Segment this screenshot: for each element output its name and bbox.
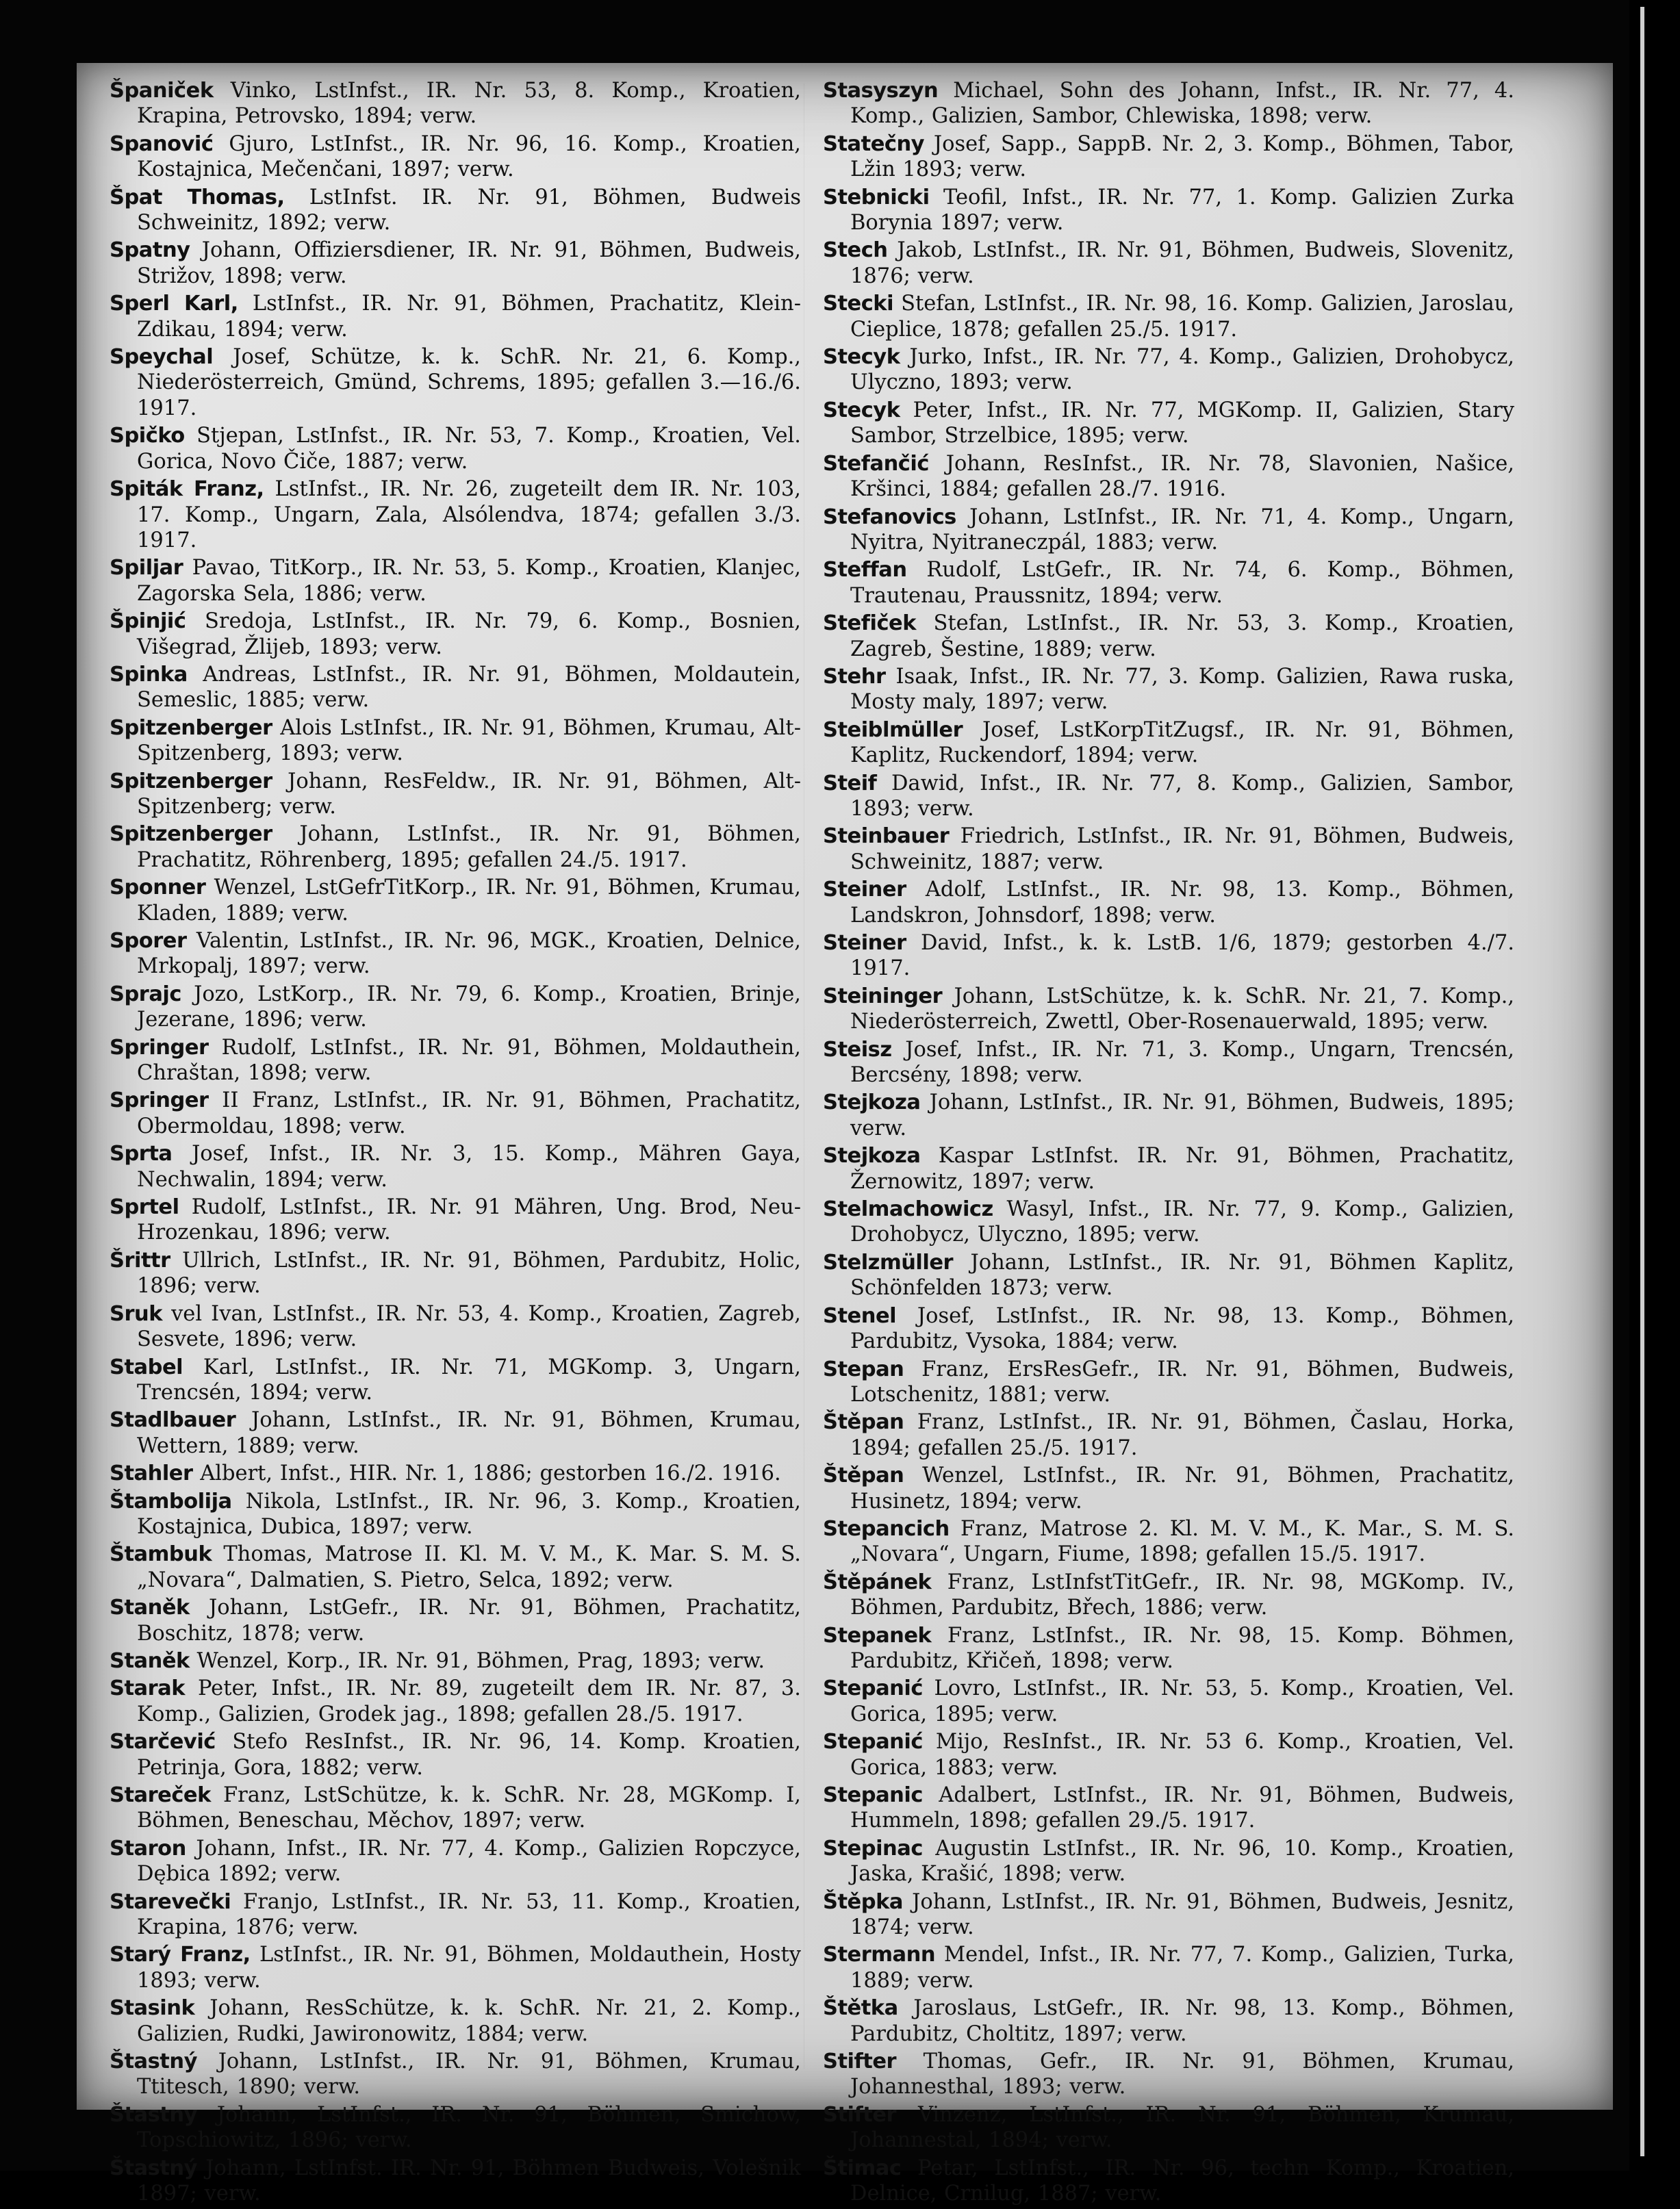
list-item [110,875,801,926]
entry-surname: Štimac [823,2156,902,2180]
list-item [110,662,801,713]
list-item [823,291,1514,342]
left-column [110,78,801,2209]
entry-details: Johann, Infst., IR. Nr. 77, 4. Komp., Galizien Ropczyce, Dębica 1892; verw. [137,1836,801,1887]
entry-surname: Stech [823,238,888,263]
list-item [823,823,1514,875]
entry-surname: Stecyk [823,398,900,422]
entry-surname: Staněk [110,1648,190,1673]
list-item [823,2102,1514,2154]
entry-surname: Speychal [110,345,214,370]
list-item [823,451,1514,502]
entry-details: Franz, ErsResGefr., IR. Nr. 91, Böhmen, Budweis, Lotschenitz, 1881; verw. [850,1357,1514,1407]
list-item [823,1942,1514,1993]
entry-surname: Stefančić [823,451,929,476]
list-item [823,1623,1514,1674]
entry-surname: Sprajc [110,982,181,1006]
entry-surname: Stepinac [823,1836,923,1861]
entry-details: Mendel, Infst., IR. Nr. 77, 7. Komp., Galizien, Turka, 1889; verw. [850,1943,1514,1993]
list-item [823,1357,1514,1408]
entry-surname: Sperl Karl, [110,292,238,316]
entry-details: Franz, LstInfst., IR. Nr. 91, Böhmen, Časlau, Horka, 1894; gefallen 25./5. 1917. [850,1410,1514,1460]
entry-surname: Steininger [823,984,943,1008]
entry-details: Johann, LstInfst., IR. Nr. 91, Böhmen, Smichow, Topschiowitz, 1896; verw. [137,2102,801,2153]
entry-details: Stjepan, LstInfst., IR. Nr. 53, 7. Komp., Kroatien, Vel. Gorica, Novo Čiče, 1887; verw. [137,424,801,474]
list-item [110,1648,801,1674]
list-item [110,2049,801,2100]
list-item [823,877,1514,928]
entry-surname: Stebnicki [823,185,930,209]
entry-details: Friedrich, LstInfst., IR. Nr. 91, Böhmen, Budweis, Schweinitz, 1887; verw. [850,824,1514,874]
entry-surname: Steinbauer [823,824,950,849]
entry-details: Sredoja, LstInfst., IR. Nr. 79, 6. Komp., Bosnien, Višegrad, Žlijeb, 1893; verw. [137,609,801,659]
entry-details: Jakob, LstInfst., IR. Nr. 91, Böhmen, Budweis, Slovenitz, 1876; verw. [850,238,1514,288]
entry-surname: Stefanovics [823,505,956,529]
entry-details: Stefan, LstInfst., IR. Nr. 98, 16. Komp. Galizien, Jaroslau, Cieplice, 1878; gefallen 25./5. 1917. [850,292,1514,342]
entry-details: Johann, Offiziersdiener, IR. Nr. 91, Böhmen, Budweis, Strižov, 1898; verw. [137,238,801,288]
entry-surname: Stermann [823,1943,936,1967]
list-item [110,1995,801,2047]
entry-surname: Stepanić [823,1676,923,1701]
list-item [110,821,801,873]
entry-surname: Štěpan [823,1410,904,1435]
list-item [110,1942,801,1993]
entry-surname: Starý Franz, [110,1943,251,1967]
list-item [110,1355,801,1406]
scan-right-edge [1629,0,1680,2171]
entry-surname: Steiner [823,878,906,902]
entry-details: Gjuro, LstInfst., IR. Nr. 96, 16. Komp., Kroatien, Kostajnica, Mečenčani, 1897; verw. [137,131,801,182]
entry-details: Rudolf, LstInfst., IR. Nr. 91, Böhmen, Moldauthein, Chraštan, 1898; verw. [137,1035,801,1086]
entry-details: Johann, LstInfst., IR. Nr. 71, 4. Komp., Ungarn, Nyitra, Nyitraneczpál, 1883; verw. [850,505,1514,554]
entry-details: Kaspar LstInfst. IR. Nr. 91, Böhmen, Prachatitz, Žernowitz, 1897; verw. [850,1144,1514,1194]
list-item [110,78,801,129]
list-item [110,1248,801,1299]
entry-details: Thomas, Gefr., IR. Nr. 91, Böhmen, Krumau, Johannesthal, 1893; verw. [850,2050,1514,2099]
right-column [823,78,1514,2209]
entry-surname: Stepancich [823,1516,950,1541]
list-item [110,1889,801,1941]
entry-surname: Spičko [110,424,185,448]
entry-details: David, Infst., k. k. LstB. 1/6, 1879; gestorben 4./7. 1917. [850,931,1514,981]
entry-surname: Spitzenberger [110,715,272,740]
entry-surname: Stejkoza [823,1090,921,1115]
list-item [110,2102,801,2154]
list-item [110,1461,801,1486]
entry-details: Peter, Infst., IR. Nr. 77, MGKomp. II, Galizien, Stary Sambor, Strzelbice, 1895; verw. [850,398,1514,448]
list-item [110,1195,801,1246]
entry-surname: Stecki [823,292,894,316]
entry-details: Adolf, LstInfst., IR. Nr. 98, 13. Komp., Böhmen, Landskron, Johnsdorf, 1898; verw. [850,878,1514,928]
list-item [110,609,801,660]
entry-surname: Stelmachowicz [823,1197,993,1222]
entry-surname: Stejkoza [823,1144,921,1169]
entry-surname: Stareček [110,1783,211,1807]
entry-details: LstInfst., IR. Nr. 91, Böhmen, Prachatitz, Klein-Zdikau, 1894; verw. [137,292,801,342]
entry-details: Johann, LstInfst. IR. Nr. 91, Böhmen Budweis, Volešnik 1897; verw. [137,2156,801,2206]
entry-surname: Stepanić [823,1730,923,1754]
entry-surname: Starak [110,1676,186,1701]
list-item [823,930,1514,982]
list-item [823,771,1514,822]
entry-details: Mijo, ResInfst., IR. Nr. 53 6. Komp., Kroatien, Vel. Gorica, 1883; verw. [850,1730,1514,1780]
list-item [110,928,801,980]
entry-details: Stefan, LstInfst., IR. Nr. 53, 3. Komp., Kroatien, Zagreb, Šestine, 1889; verw. [850,611,1514,661]
entry-surname: Steisz [823,1037,892,1062]
document-page [77,63,1613,2206]
list-item [110,1489,801,1540]
entry-details: Johann, LstGefr., IR. Nr. 91, Böhmen, Prachatitz, Boschitz, 1878; verw. [137,1596,801,1646]
entry-surname: Štěpka [823,1889,903,1914]
entry-details: Johann, LstInfst., IR. Nr. 91, Böhmen Kaplitz, Schönfelden 1873; verw. [850,1250,1514,1301]
entry-details: Josef, Infst., IR. Nr. 3, 15. Komp., Mähren Gaya, Nechwalin, 1894; verw. [137,1142,801,1192]
list-item [110,1141,801,1192]
list-item [823,1836,1514,1887]
entry-details: Michael, Sohn des Johann, Infst., IR. Nr. 77, 4. Komp., Galizien, Sambor, Chlewiska, 1898; verw. [850,79,1514,129]
entry-surname: Stepanek [823,1623,932,1648]
entry-surname: Stahler [110,1461,193,1486]
list-item [110,1729,801,1780]
entry-details: Johann, LstSchütze, k. k. SchR. Nr. 21, 7. Komp., Niederösterreich, Zwettl, Ober-Rosenauerwald, 1895; verw. [850,984,1514,1034]
entry-details: Josef, Infst., IR. Nr. 71, 3. Komp., Ungarn, Trencsén, Bercsény, 1898; verw. [850,1037,1514,1088]
entry-details: Franjo, LstInfst., IR. Nr. 53, 11. Komp., Kroatien, Krapina, 1876; verw. [137,1889,801,1940]
entry-surname: Spitzenberger [110,822,272,847]
entry-details: Josef, Schütze, k. k. SchR. Nr. 21, 6. Komp., Niederösterreich, Gmünd, Schrems, 1895; gefallen 3.—16./6. 1917. [137,345,801,420]
entry-surname: Španiček [110,79,214,103]
entry-surname: Springer [110,1088,209,1113]
list-item [823,664,1514,715]
entry-surname: Spanović [110,131,214,156]
list-item [823,1676,1514,1727]
entry-details: Dawid, Infst., IR. Nr. 77, 8. Komp., Galizien, Sambor, 1893; verw. [850,771,1514,821]
entry-details: Johann, LstInfst., IR. Nr. 91, Böhmen, Prachatitz, Röhrenberg, 1895; gefallen 24./5. 1917. [137,822,801,872]
entry-surname: Steif [823,771,877,795]
entry-surname: Spiljar [110,556,183,580]
entry-details: LstInfst. IR. Nr. 91, Böhmen, Budweis Schweinitz, 1892; verw. [137,185,801,235]
list-item [110,291,801,342]
entry-details: vel Ivan, LstInfst., IR. Nr. 53, 4. Komp., Kroatien, Zagreb, Sesvete, 1896; verw. [137,1301,801,1352]
entry-surname: Špat Thomas, [110,185,285,209]
entry-surname: Spiták Franz, [110,477,264,502]
list-item [110,476,801,553]
entry-surname: Statečny [823,131,925,156]
entry-surname: Stenel [823,1303,897,1328]
entry-details: Lovro, LstInfst., IR. Nr. 53, 5. Komp., Kroatien, Vel. Gorica, 1895; verw. [850,1676,1514,1726]
list-item [110,1676,801,1727]
entry-surname: Stasink [110,1996,195,2021]
entry-surname: Stadlbauer [110,1408,236,1433]
list-item [823,1143,1514,1195]
list-item [110,2156,801,2207]
entry-details: Jurko, Infst., IR. Nr. 77, 4. Komp., Galizien, Drohobycz, Ulyczno, 1893; verw. [850,345,1514,395]
entry-surname: Štambolija [110,1489,232,1514]
entry-surname: Stefiček [823,611,917,636]
list-item [823,344,1514,396]
list-item [823,1197,1514,1248]
entry-details: Rudolf, LstGefr., IR. Nr. 74, 6. Komp., Böhmen, Trautenau, Praussnitz, 1894; verw. [850,558,1514,608]
entry-details: Josef, Sapp., SappB. Nr. 2, 3. Komp., Böhmen, Tabor, Lžin 1893; verw. [850,131,1514,182]
entry-details: Johann, ResSchütze, k. k. SchR. Nr. 21, 2. Komp., Galizien, Rudki, Jawironowitz, 1884; verw. [137,1996,801,2046]
list-item [110,1783,801,1834]
entry-surname: Starčević [110,1730,216,1754]
entry-surname: Špinjić [110,609,186,634]
list-item [823,1516,1514,1568]
entry-details: Josef, LstInfst., IR. Nr. 98, 13. Komp., Böhmen, Pardubitz, Vysoka, 1884; verw. [850,1303,1514,1354]
entry-surname: Štastny [110,2102,197,2127]
entry-details: Johann, LstInfst., IR. Nr. 91, Böhmen, Budweis, 1895; verw. [850,1090,1514,1140]
list-item [823,2156,1514,2207]
entry-surname: Stecyk [823,345,900,370]
entry-details: Stefo ResInfst., IR. Nr. 96, 14. Komp. Kroatien, Petrinja, Gora, 1882; verw. [137,1730,801,1780]
entry-details: Alois LstInfst., IR. Nr. 91, Böhmen, Krumau, Alt-Spitzenberg, 1893; verw. [137,715,801,766]
entry-surname: Sruk [110,1301,163,1326]
list-item [823,505,1514,556]
list-item [823,717,1514,769]
entry-surname: Stasyszyn [823,79,939,103]
list-item [823,1463,1514,1514]
entry-surname: Stifter [823,2102,897,2127]
entry-surname: Steiblmüller [823,717,963,742]
entry-details: Augustin LstInfst., IR. Nr. 96, 10. Komp., Kroatien, Jaska, Krašić, 1898; verw. [850,1836,1514,1887]
entry-details: Franz, LstInfst., IR. Nr. 98, 15. Komp. Böhmen, Pardubitz, Křičeň, 1898; verw. [850,1623,1514,1673]
entry-details: II Franz, LstInfst., IR. Nr. 91, Böhmen, Prachatitz, Obermoldau, 1898; verw. [137,1088,801,1138]
entry-details: Rudolf, LstInfst., IR. Nr. 91 Mähren, Ung. Brod, Neu-Hrozenkau, 1896; verw. [137,1195,801,1245]
entry-details: Valentin, LstInfst., IR. Nr. 96, MGK., Kroatien, Delnice, Mrkopalj, 1897; verw. [137,929,801,979]
entry-details: Nikola, LstInfst., IR. Nr. 96, 3. Komp., Kroatien, Kostajnica, Dubica, 1897; verw. [137,1489,801,1539]
list-item [110,1595,801,1646]
entry-surname: Spitzenberger [110,769,272,793]
entry-details: Johann, ResInfst., IR. Nr. 78, Slavonien, Našice, Kršinci, 1884; gefallen 28./7. 1916. [850,451,1514,502]
list-item [110,982,801,1033]
entry-details: Pavao, TitKorp., IR. Nr. 53, 5. Komp., Kroatien, Klanjec, Zagorska Sela, 1886; verw. [137,556,801,606]
entry-surname: Steffan [823,558,907,583]
entry-details: Jaroslaus, LstGefr., IR. Nr. 98, 13. Komp., Böhmen, Pardubitz, Choltitz, 1897; verw. [850,1996,1514,2046]
entry-surname: Štětka [823,1996,898,2021]
list-item [823,1570,1514,1621]
entry-surname: Sprta [110,1142,173,1166]
entry-details: Albert, Infst., HIR. Nr. 1, 1886; gestorben 16./2. 1916. [192,1461,781,1486]
entry-surname: Stepan [823,1357,904,1381]
list-item [823,1995,1514,2047]
entry-details: Vinko, LstInfst., IR. Nr. 53, 8. Komp., Kroatien, Krapina, Petrovsko, 1894; verw. [137,79,801,129]
list-item [823,78,1514,129]
entry-details: LstInfst., IR. Nr. 26, zugeteilt dem IR. Nr. 103, 17. Komp., Ungarn, Zala, Alsólendva, 1874; gefallen 3./3. 1917. [137,477,801,552]
entry-details: Teofil, Infst., IR. Nr. 77, 1. Komp. Galizien Zurka Borynia 1897; verw. [850,185,1514,235]
list-item [823,1090,1514,1141]
entry-details: Petar, LstInfst., IR. Nr. 96, techn Komp., Kroatien, Delnice, Crnilug, 1887; verw. [850,2156,1514,2206]
entry-details: Franz, LstInfstTitGefr., IR. Nr. 98, MGKomp. IV., Böhmen, Pardubitz, Břech, 1886; verw. [850,1570,1514,1620]
entry-details: Wasyl, Infst., IR. Nr. 77, 9. Komp., Galizien, Drohobycz, Ulyczno, 1895; verw. [850,1197,1514,1247]
list-item [110,344,801,421]
entry-details: Johann, LstInfst., IR. Nr. 91, Böhmen, Budweis, Jesnitz, 1874; verw. [850,1889,1514,1940]
entry-details: Wenzel, LstInfst., IR. Nr. 91, Böhmen, Prachatitz, Husinetz, 1894; verw. [850,1464,1514,1514]
list-item [110,185,801,236]
list-item [823,131,1514,183]
list-item [110,1035,801,1086]
entry-surname: Sprtel [110,1195,179,1220]
list-item [823,1250,1514,1301]
list-item [110,1836,801,1887]
list-item [823,1783,1514,1834]
entry-details: Peter, Infst., IR. Nr. 89, zugeteilt dem IR. Nr. 87, 3. Komp., Galizien, Grodek jag., 1898; gefallen 28./5. 1917. [137,1676,801,1726]
scan-edge-line [1640,7,1644,2156]
entry-surname: Stelzmüller [823,1250,954,1275]
entry-surname: Šrittr [110,1248,170,1273]
entry-details: LstInfst., IR. Nr. 91, Böhmen, Moldauthein, Hosty 1893; verw. [137,1943,802,1993]
entry-surname: Stifter [823,2050,897,2074]
entry-details: Isaak, Infst., IR. Nr. 77, 3. Komp. Galizien, Rawa ruska, Mosty maly, 1897; verw. [850,664,1514,715]
entry-details: Jozo, LstKorp., IR. Nr. 79, 6. Komp., Kroatien, Brinje, Jezerane, 1896; verw. [137,982,801,1032]
entry-surname: Staron [110,1836,186,1861]
entry-details: Wenzel, LstGefrTitKorp., IR. Nr. 91, Böhmen, Krumau, Kladen, 1889; verw. [137,876,801,925]
entry-surname: Štěpan [823,1464,904,1488]
list-item [823,1729,1514,1780]
list-item [110,238,801,289]
entry-details: Johann, ResFeldw., IR. Nr. 91, Böhmen, Alt-Spitzenberg; verw. [137,769,801,819]
list-item [823,1303,1514,1355]
entry-details: Johann, LstInfst., IR. Nr. 91, Böhmen, Krumau, Ttitesch, 1890; verw. [137,2050,801,2099]
list-item [823,238,1514,289]
entry-surname: Stehr [823,664,886,689]
list-item [110,131,801,183]
entry-surname: Starevečki [110,1889,231,1914]
list-item [110,1407,801,1459]
entry-surname: Sporer [110,929,187,953]
entry-details: Wenzel, Korp., IR. Nr. 91, Böhmen, Prag, 1893; verw. [189,1648,765,1673]
entry-details: Franz, Matrose 2. Kl. M. V. M., K. Mar., S. M. S. „Novara“, Ungarn, Fiume, 1898; gefallen 15./5. 1917. [850,1516,1514,1567]
entry-surname: Staněk [110,1596,190,1620]
list-item [823,611,1514,662]
list-item [823,1037,1514,1088]
entry-details: Josef, LstKorpTitZugsf., IR. Nr. 91, Böhmen, Kaplitz, Ruckendorf, 1894; verw. [850,717,1514,768]
entry-details: Johann, LstInfst., IR. Nr. 91, Böhmen, Krumau, Wettern, 1889; verw. [137,1408,801,1458]
entry-details: Ullrich, LstInfst., IR. Nr. 91, Böhmen, Pardubitz, Holic, 1896; verw. [137,1248,801,1299]
entry-surname: Spinka [110,662,188,687]
list-item [110,1301,801,1353]
entry-details: Franz, LstSchütze, k. k. SchR. Nr. 28, MGKomp. I, Böhmen, Beneschau, Měchov, 1897; verw. [137,1783,801,1833]
entry-details: Vinzenz, LstInfst., IR. Nr. 91, Böhmen, Krumau, Johannestal, 1894; verw. [850,2102,1514,2153]
entry-surname: Štambuk [110,1542,212,1567]
entry-surname: Stabel [110,1355,183,1379]
entry-surname: Springer [110,1035,209,1060]
entry-surname: Štastný [110,2156,197,2180]
entry-surname: Spatny [110,238,190,263]
entry-surname: Sponner [110,876,206,900]
entry-surname: Štastný [110,2050,197,2074]
list-item [110,423,801,474]
list-item [823,185,1514,236]
list-item [110,1542,801,1593]
list-item [110,555,801,606]
list-item [823,398,1514,449]
entry-details: Adalbert, LstInfst., IR. Nr. 91, Böhmen, Budweis, Hummeln, 1898; gefallen 29./5. 1917. [850,1783,1514,1833]
list-item [110,769,801,820]
entry-details: Andreas, LstInfst., IR. Nr. 91, Böhmen, Moldautein, Semeslic, 1885; verw. [137,662,801,713]
list-item [823,984,1514,1035]
list-item [823,1409,1514,1461]
list-item [823,1889,1514,1941]
entry-surname: Štěpánek [823,1570,932,1594]
list-item [823,2049,1514,2100]
entry-details: Karl, LstInfst., IR. Nr. 71, MGKomp. 3, Ungarn, Trencsén, 1894; verw. [137,1355,801,1405]
entry-surname: Steiner [823,931,906,955]
list-item [823,557,1514,609]
list-item [110,1088,801,1139]
entry-details: Thomas, Matrose II. Kl. M. V. M., K. Mar. S. M. S. „Novara“, Dalmatien, S. Pietro, Selca, 1892; verw. [137,1542,801,1592]
entry-surname: Stepanic [823,1783,923,1807]
list-item [110,715,801,767]
